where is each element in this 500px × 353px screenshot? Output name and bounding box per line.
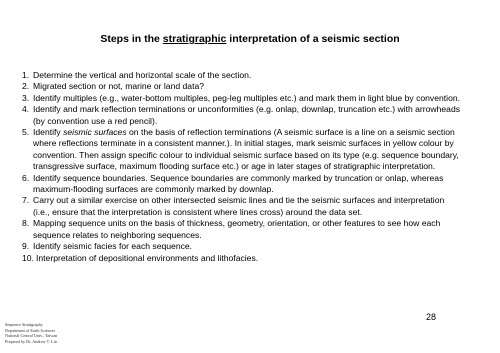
step-text: Identify sequence boundaries. Sequence boundaries are commonly marked by truncation or onlap, whereas maximum-flooding surfaces are commonly marked by downlap. bbox=[33, 172, 444, 195]
title-suffix: interpretation of a seismic section bbox=[226, 33, 400, 45]
step-text: Identify seismic facies for each sequence. bbox=[33, 241, 193, 252]
slide-footer bbox=[5, 322, 57, 344]
step-item bbox=[22, 104, 462, 127]
step-text: on the basis of reflection terminations (A seismic surface is a line on a seismic section where reflections terminate in a consistent manner.). In initial stages, mark seismic surfaces in yellow colour by convention. Then assign specific colour to individual seismic surface based on its type (e.g. sequence boundary, transgressive surface, maximum flooding surface etc.) or age in later stages of stratigraphic interpretation. bbox=[33, 127, 459, 172]
step-number: 1. bbox=[22, 70, 30, 80]
title-prefix: Steps in the bbox=[100, 33, 163, 45]
step-text: Migrated section or not, marine or land data? bbox=[33, 81, 205, 92]
step-item bbox=[22, 173, 462, 196]
footer-line-course: Sequence Stratigraphy bbox=[5, 322, 43, 327]
step-text: Mapping sequence units on the basis of thickness, geometry, orientation, or other features to see how each sequence relates to neighboring sequences. bbox=[33, 218, 441, 240]
step-text-emphasis: seismic surfaces bbox=[63, 127, 127, 138]
step-item bbox=[22, 218, 462, 241]
step-number: 4. bbox=[22, 104, 30, 115]
footer-line-author: Prepared by Dr. Andrew T. Lin bbox=[5, 338, 57, 344]
step-item bbox=[22, 81, 462, 92]
step-item bbox=[22, 253, 462, 264]
step-number: 2. bbox=[22, 81, 30, 92]
step-number: 9. bbox=[22, 241, 30, 252]
slide-title bbox=[0, 33, 500, 46]
step-text: Identify and mark reflection terminations or unconformities (e.g. onlap, downlap, truncation etc.) with arrowheads (by convention use a red pencil). bbox=[33, 104, 461, 126]
footer-line-university: National Central Univ., Taiwan bbox=[5, 333, 58, 339]
page-number: 28 bbox=[426, 312, 437, 322]
step-text: Interpretation of depositional environments and lithofacies. bbox=[36, 252, 259, 263]
step-number: 6. bbox=[22, 172, 30, 183]
step-item bbox=[22, 70, 462, 81]
title-underlined-word: stratigraphic bbox=[162, 33, 227, 45]
footer-line-department: Department of Earth Sciences bbox=[5, 327, 56, 333]
step-number: 3. bbox=[22, 92, 30, 103]
step-item bbox=[22, 195, 462, 218]
step-text: Carry out a similar exercise on other intersected seismic lines and tie the seismic surfaces and interpretation (i.e., ensure that the interpretation is consistent where lines cross) around the data set. bbox=[33, 195, 445, 217]
step-text: Determine the vertical and horizontal scale of the section. bbox=[33, 70, 252, 80]
step-text: Identify bbox=[33, 127, 64, 138]
step-number: 7. bbox=[22, 195, 30, 206]
step-number: 8. bbox=[22, 218, 30, 229]
step-item bbox=[22, 241, 462, 252]
step-number: 10. bbox=[22, 252, 34, 263]
step-number: 5. bbox=[22, 127, 30, 138]
step-item bbox=[22, 127, 462, 173]
steps-list bbox=[22, 70, 462, 264]
step-text: Identify multiples (e.g., water-bottom multiples, peg-leg multiples etc.) and mark them in light blue by convention. bbox=[33, 92, 461, 103]
step-item bbox=[22, 93, 462, 104]
